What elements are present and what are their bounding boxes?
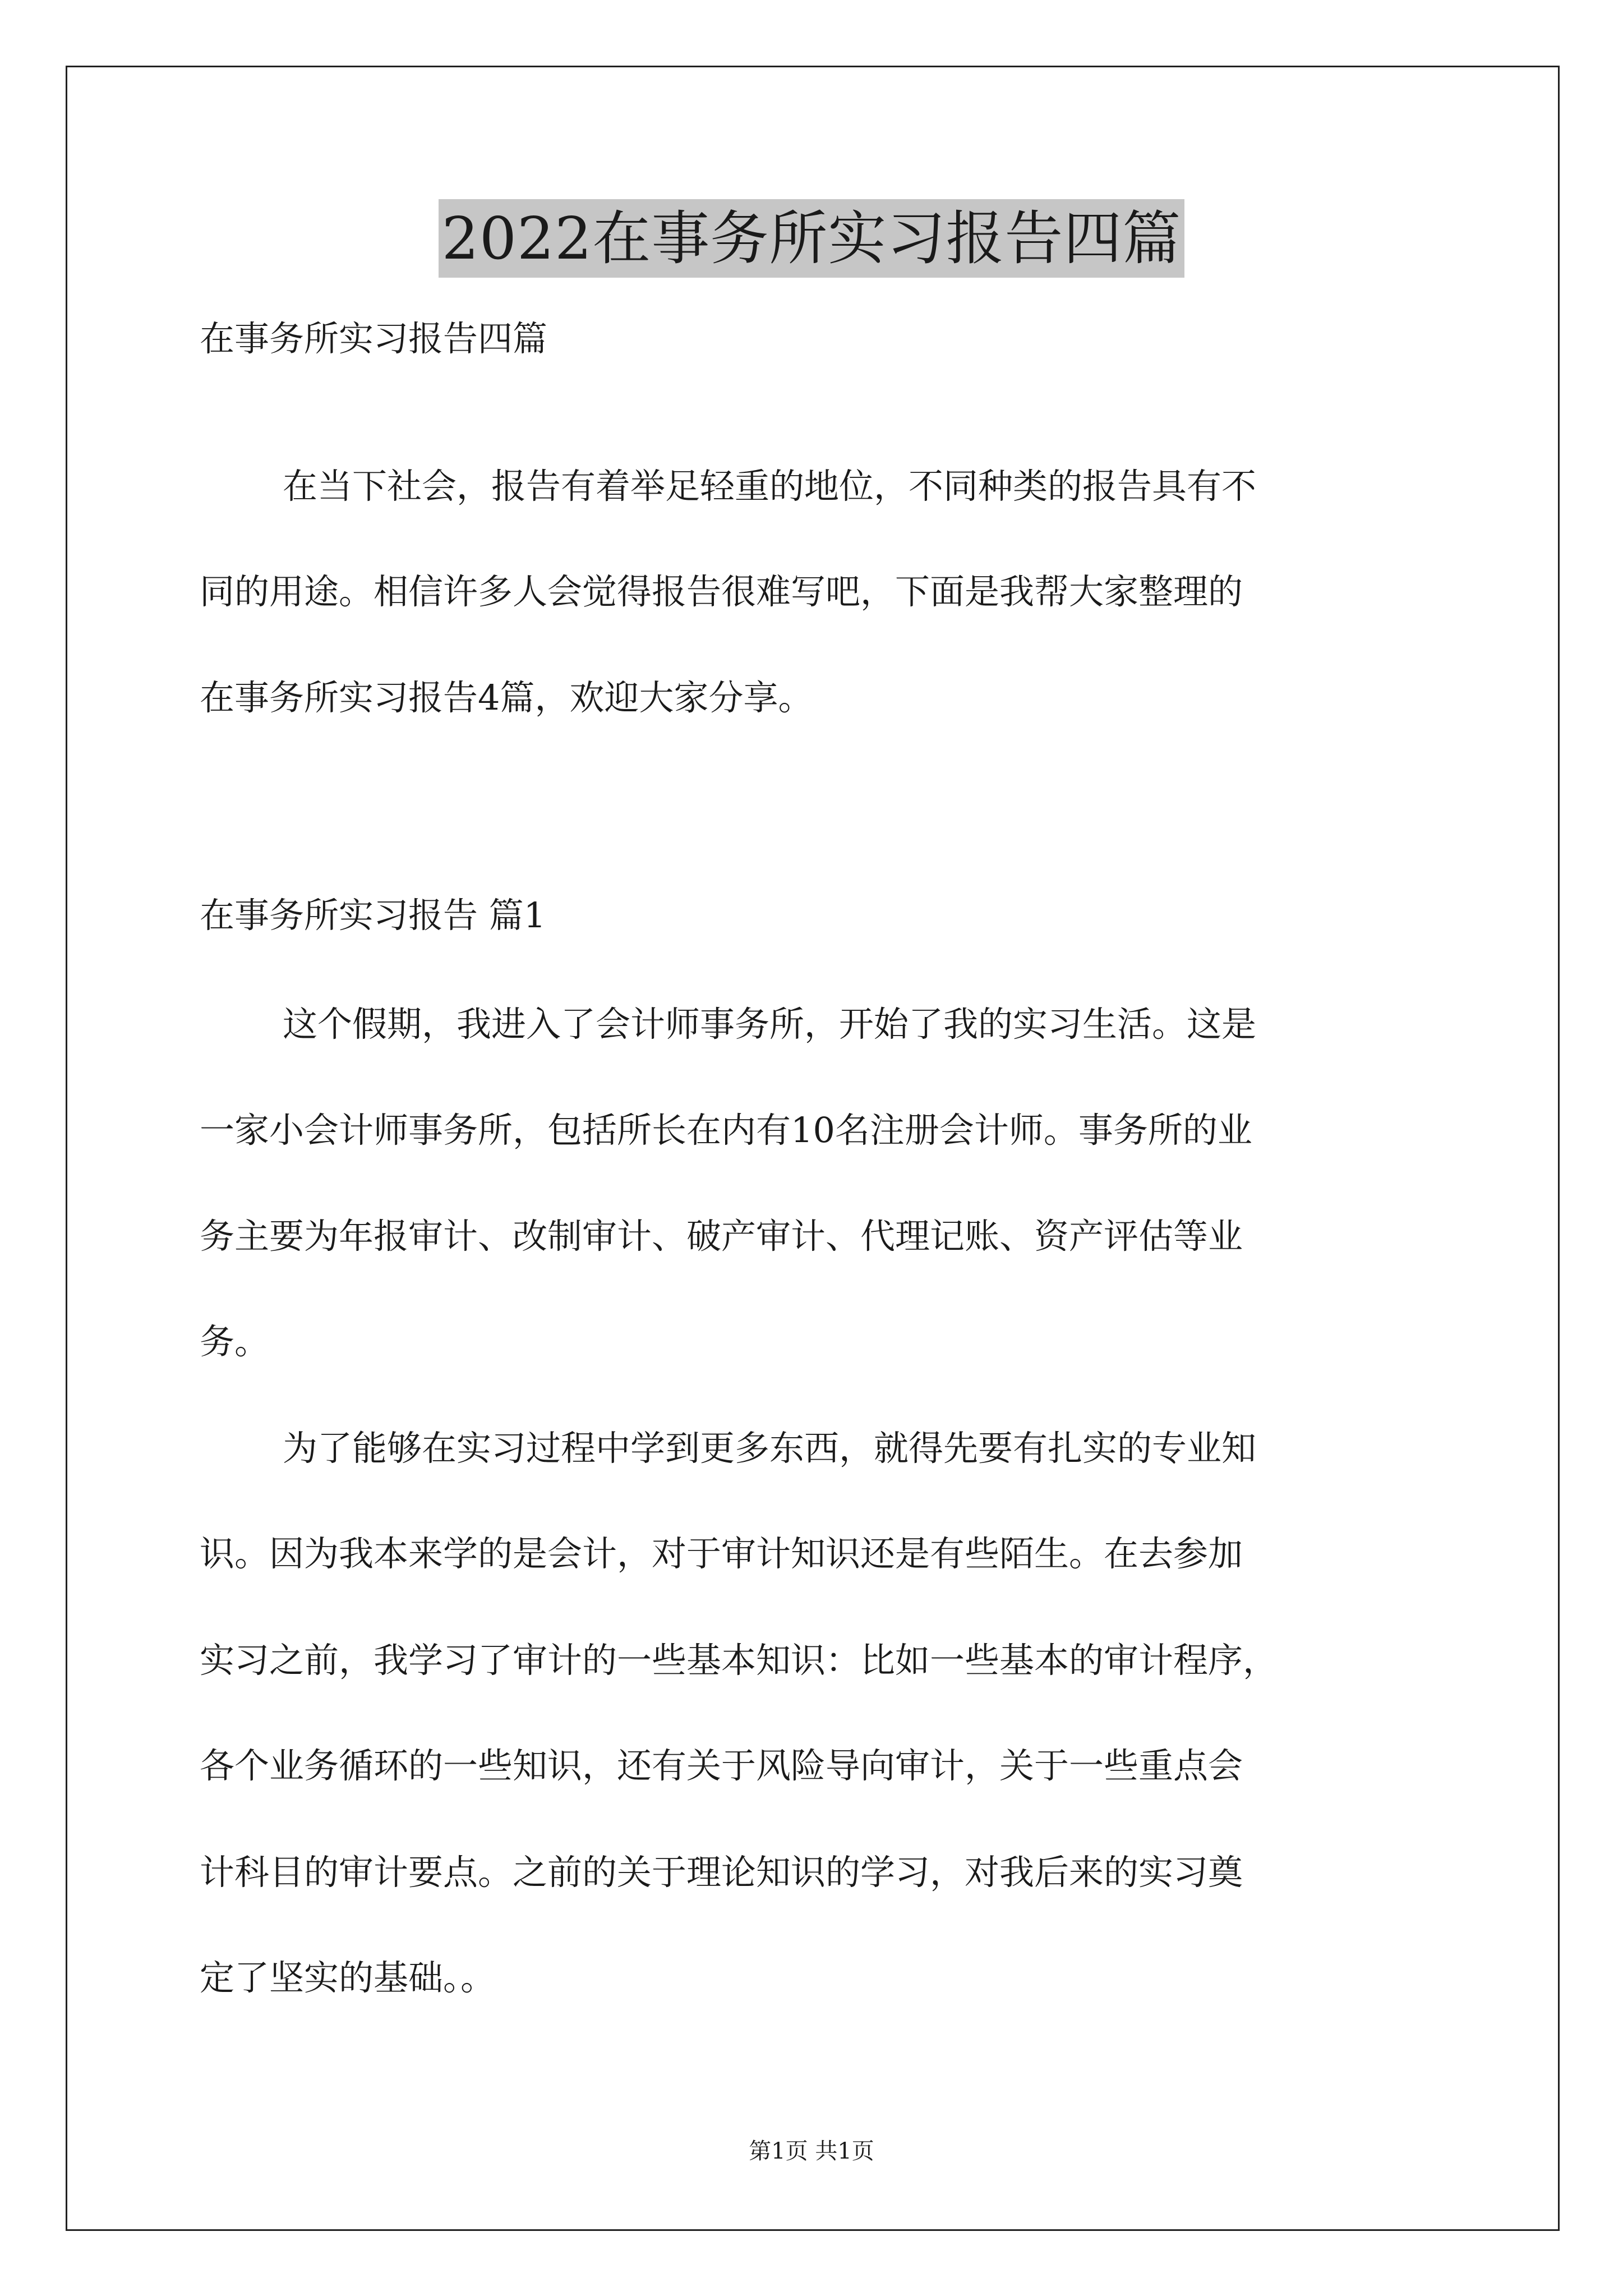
paragraph-line: 务。: [200, 1321, 270, 1362]
document-body: [200, 0, 1442, 2296]
intro-line: 在当下社会，报告有着举足轻重的地位，不同种类的报告具有不: [283, 466, 1257, 507]
paragraph-line: 识。因为我本来学的是会计，对于审计知识还是有些陌生。在去参加: [200, 1533, 1243, 1574]
page-footer: 第1页 共1页: [749, 2138, 874, 2164]
document-title: 2022在事务所实习报告四篇: [439, 199, 1185, 278]
intro-line: 同的用途。相信许多人会觉得报告很难写吧，下面是我帮大家整理的: [200, 571, 1243, 612]
paragraph-line: 定了坚实的基础。。: [200, 1957, 496, 1998]
paragraph-line: 务主要为年报审计、改制审计、破产审计、代理记账、资产评估等业: [200, 1216, 1243, 1257]
paragraph-line: 各个业务循环的一些知识，还有关于风险导向审计，关于一些重点会: [200, 1745, 1243, 1786]
paragraph-line: 为了能够在实习过程中学到更多东西，就得先要有扎实的专业知: [283, 1428, 1257, 1469]
section-heading: 在事务所实习报告 篇1: [200, 895, 546, 936]
paragraph-line: 这个假期，我进入了会计师事务所，开始了我的实习生活。这是: [283, 1004, 1257, 1045]
paragraph-line: 一家小会计师事务所，包括所长在内有10名注册会计师。事务所的业: [200, 1110, 1252, 1151]
paragraph-line: 实习之前，我学习了审计的一些基本知识：比如一些基本的审计程序，: [200, 1640, 1278, 1681]
paragraph-line: 计科目的审计要点。之前的关于理论知识的学习，对我后来的实习奠: [200, 1852, 1243, 1893]
document-subtitle: 在事务所实习报告四篇: [200, 318, 548, 359]
intro-line: 在事务所实习报告4篇，欢迎大家分享。: [200, 677, 813, 718]
